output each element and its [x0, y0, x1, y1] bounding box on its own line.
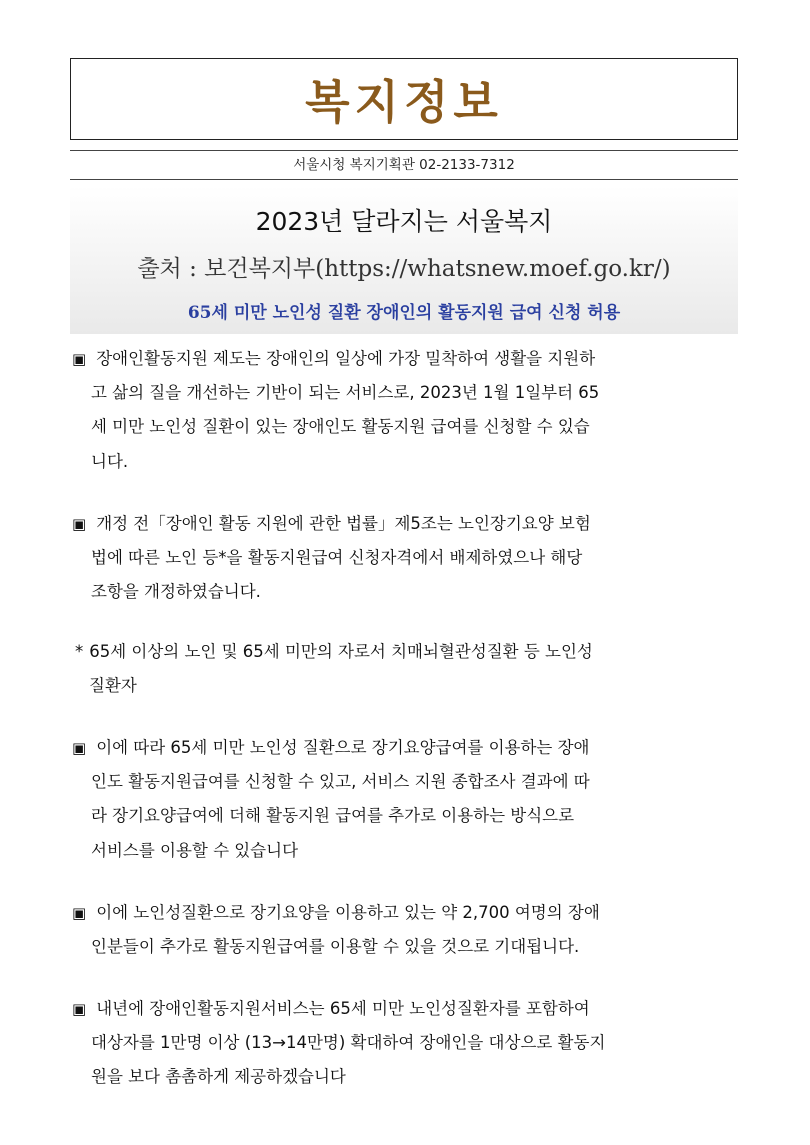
paragraph-line: [72, 507, 744, 541]
line-text: 개정 전「장애인 활동 지원에 관한 법률」제5조는 노인장기요양 보험: [96, 514, 591, 533]
paragraph-line: [72, 731, 744, 765]
square-bullet-icon: ▣: [72, 515, 87, 533]
square-bullet-icon: ▣: [72, 739, 87, 757]
paragraph-line: [72, 834, 744, 868]
contact-line: 서울시청 복지기획관 02-2133-7312: [70, 150, 738, 180]
line-text: 대상자를 1만명 이상 (13→14만명) 확대하여 장애인을 대상으로 활동지: [91, 1033, 606, 1053]
line-text: 세 미만 노인성 질환이 있는 장애인도 활동지원 급여를 신청할 수 있습: [91, 417, 590, 437]
square-bullet-icon: ▣: [72, 1000, 87, 1018]
paragraph-5: [72, 992, 744, 1095]
line-text: 내년에 장애인활동지원서비스는 65세 미만 노인성질환자를 포함하여: [96, 999, 590, 1018]
footnote: [75, 635, 744, 703]
paragraph-line: [75, 635, 744, 669]
line-text: 이에 노인성질환으로 장기요양을 이용하고 있는 약 2,700 여명의 장애: [96, 903, 600, 922]
paragraph-2: [72, 507, 744, 610]
paragraph-4: [72, 896, 744, 964]
line-text: 니다.: [91, 451, 129, 471]
paragraph-1: [72, 342, 744, 479]
paragraph-line: [72, 765, 744, 799]
paragraph-line: [72, 799, 744, 833]
paragraph-line: [72, 342, 744, 376]
asterisk-marker: *: [75, 642, 84, 661]
line-text: 라 장기요양급여에 더해 활동지원 급여를 추가로 이용하는 방식으로: [91, 806, 575, 826]
square-bullet-icon: ▣: [72, 904, 87, 922]
source-line: 출처 : 보건복지부(https://whatsnew.moef.go.kr/): [137, 256, 671, 282]
line-text: 원을 보다 촘촘하게 제공하겠습니다: [91, 1067, 346, 1087]
paragraph-line: [72, 1026, 744, 1060]
paragraph-line: [72, 1060, 744, 1094]
line-text: 인분들이 추가로 활동지원급여를 이용할 수 있을 것으로 기대됩니다.: [91, 937, 580, 957]
line-text: 질환자: [89, 676, 137, 696]
line-text: 서비스를 이용할 수 있습니다: [91, 840, 299, 860]
paragraph-line: [75, 669, 744, 703]
header-title: 복지정보: [305, 75, 503, 129]
paragraph-line: [72, 992, 744, 1026]
paragraph-line: [72, 410, 744, 444]
line-text: 인도 활동지원급여를 신청할 수 있고, 서비스 지원 종합조사 결과에 따: [91, 772, 590, 792]
line-text: 법에 따른 노인 등*을 활동지원급여 신청자격에서 배제하였으나 해당: [91, 548, 583, 568]
line-text: 장애인활동지원 제도는 장애인의 일상에 가장 밀착하여 생활을 지원하: [96, 349, 596, 368]
title-panel: [70, 186, 738, 334]
line-text: 이에 따라 65세 미만 노인성 질환으로 장기요양급여를 이용하는 장애: [96, 738, 590, 757]
paragraph-line: [72, 376, 744, 410]
paragraph-line: [72, 541, 744, 575]
paragraph-line: [72, 930, 744, 964]
line-text: 고 삶의 질을 개선하는 기반이 되는 서비스로, 2023년 1월 1일부터 65: [91, 383, 600, 403]
paragraph-line: [72, 445, 744, 479]
paragraph-line: [72, 575, 744, 609]
main-title: 2023년 달라지는 서울복지: [255, 207, 553, 236]
paragraph-3: [72, 731, 744, 868]
square-bullet-icon: ▣: [72, 350, 87, 368]
header-banner: [70, 58, 738, 140]
subtitle: 65세 미만 노인성 질환 장애인의 활동지원 급여 신청 허용: [187, 303, 621, 323]
paragraph-line: [72, 896, 744, 930]
line-text: 65세 이상의 노인 및 65세 미만의 자로서 치매뇌혈관성질환 등 노인성: [89, 642, 593, 661]
line-text: 조항을 개정하였습니다.: [91, 582, 261, 602]
